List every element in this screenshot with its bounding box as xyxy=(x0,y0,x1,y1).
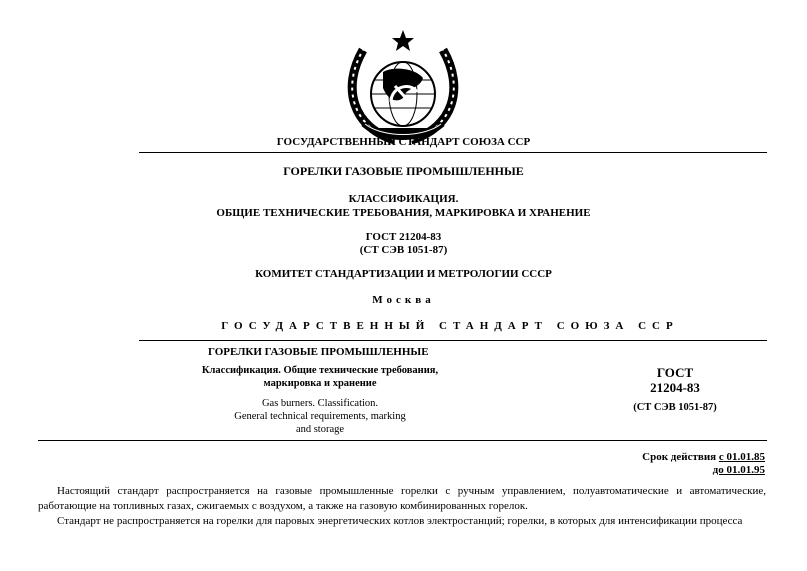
standard-title-en-line1: Gas burners. Classification. xyxy=(261,398,379,409)
validity-to: до 01.01.95 xyxy=(712,464,765,476)
standard-title-en-line3: and storage xyxy=(295,424,345,435)
standard-rule-top xyxy=(139,340,767,341)
cover-gost-number: ГОСТ 21204-83 xyxy=(365,231,442,243)
validity-from xyxy=(642,451,765,463)
standard-gost-label: ГОСТ xyxy=(656,365,694,380)
cover-title: ГОРЕЛКИ ГАЗОВЫЕ ПРОМЫШЛЕННЫЕ xyxy=(283,164,524,178)
standard-subtitle-ru-line1: Классификация. Общие технические требования, xyxy=(201,365,439,376)
cover-rule xyxy=(139,152,767,153)
standard-rule-bottom xyxy=(38,440,767,441)
validity-to-value: 01.01.95 xyxy=(726,464,765,476)
cover-subtitle-line2: ОБЩИЕ ТЕХНИЧЕСКИЕ ТРЕБОВАНИЯ, МАРКИРОВКА И ХРАНЕНИЕ xyxy=(216,207,591,219)
standard-title-ru: ГОРЕЛКИ ГАЗОВЫЕ ПРОМЫШЛЕННЫЕ xyxy=(208,346,429,358)
standard-st-sev: (СТ СЭВ 1051-87) xyxy=(633,402,717,413)
cover-header: ГОСУДАРСТВЕННЫЙ СТАНДАРТ СОЮЗА ССР xyxy=(276,136,531,148)
cover-city: Москва xyxy=(372,294,435,306)
cover-st-sev: (СТ СЭВ 1051-87) xyxy=(359,244,448,256)
validity-from-value: с 01.01.85 xyxy=(718,451,765,463)
standard-gost-number: 21204-83 xyxy=(650,380,700,395)
cover-committee: КОМИТЕТ СТАНДАРТИЗАЦИИ И МЕТРОЛОГИИ СССР xyxy=(255,268,552,280)
standard-subtitle-ru-line2: маркировка и хранение xyxy=(263,378,377,389)
ussr-emblem xyxy=(333,28,473,144)
standard-header: ГОСУДАРСТВЕННЫЙ СТАНДАРТ СОЮЗА ССР xyxy=(221,320,679,332)
validity-label: Срок действия xyxy=(642,451,717,463)
standard-title-en-line2: General technical requirements, marking xyxy=(234,411,406,422)
cover-subtitle-line1: КЛАССИФИКАЦИЯ. xyxy=(348,193,459,205)
body-paragraph-2: Стандарт не распространяется на горелки для паровых энергетических котлов электростанций; горелки, в которых для интенсификации процесса xyxy=(57,515,743,527)
body-paragraph-1: Настоящий стандарт распространяется на газовые промышленные горелки с ручным управлением, полуавтоматические и автоматические, работающие на топливных газах, сжигаемых с воздухом, а также на газовую комбинированных горелок. xyxy=(38,485,766,512)
